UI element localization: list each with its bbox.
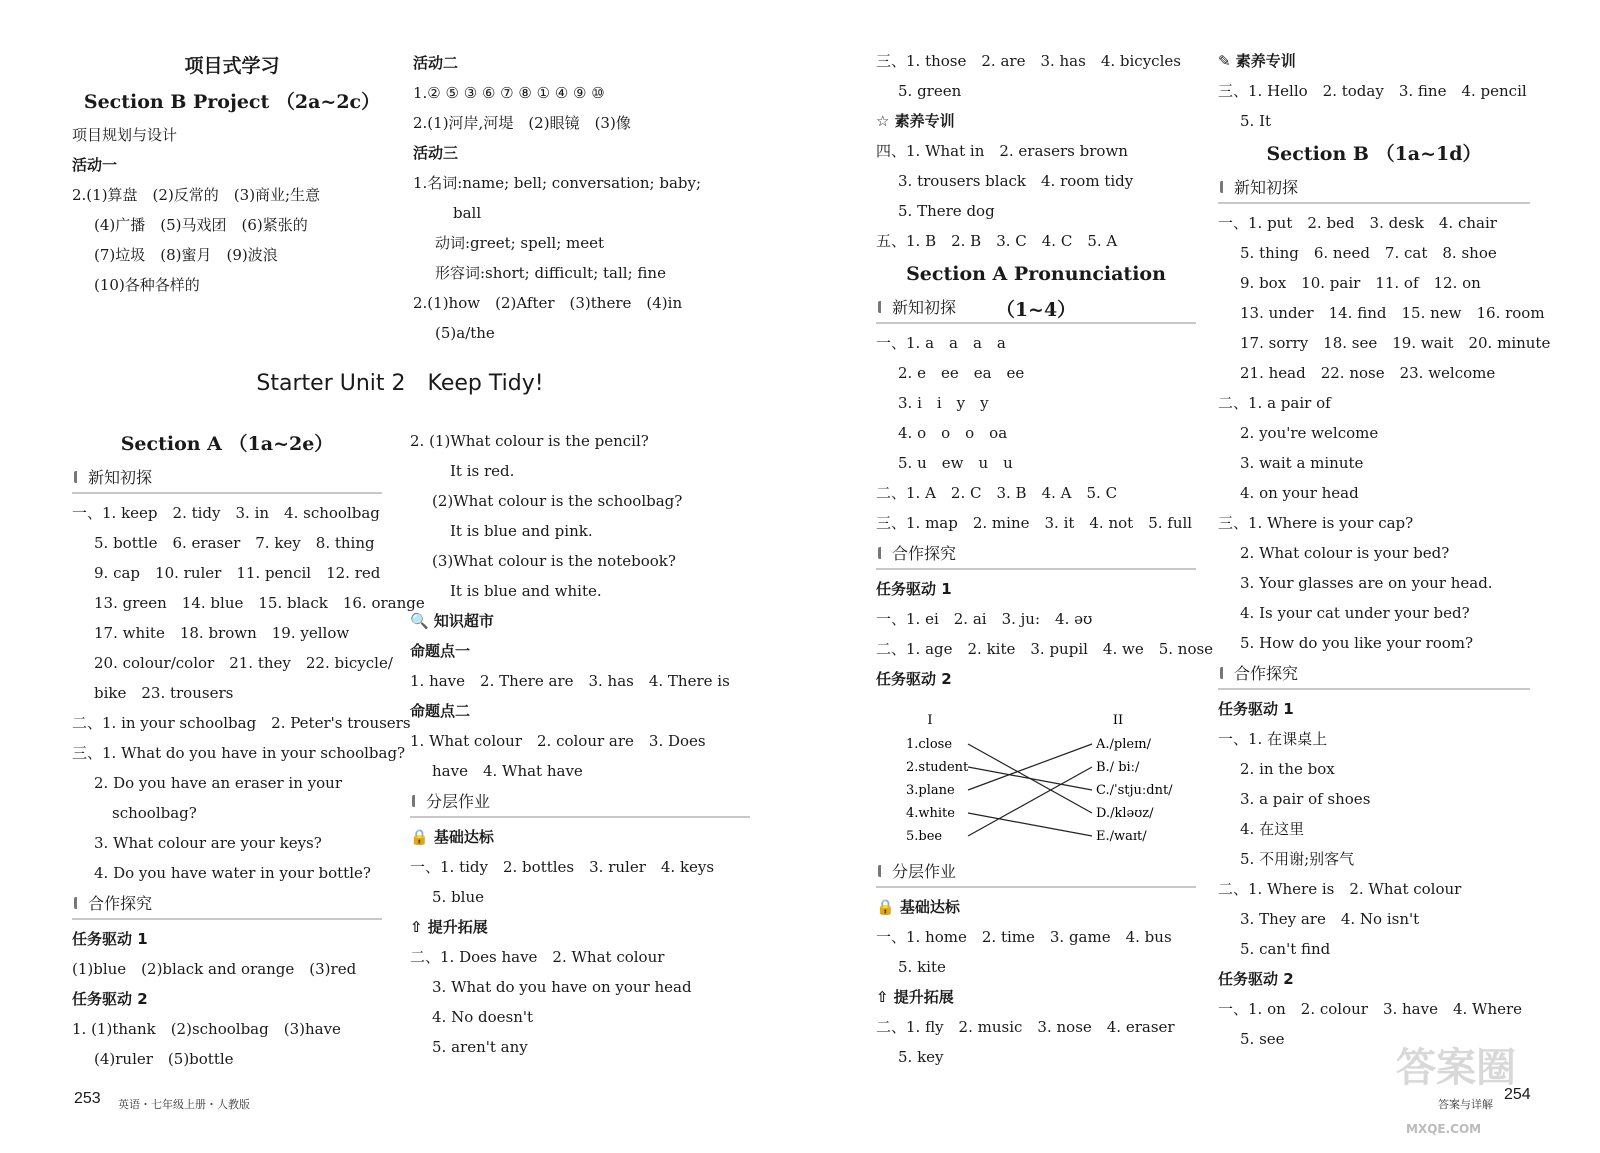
answer-line: 5. aren't any bbox=[432, 1038, 528, 1056]
answer-line: 21. head 22. nose 23. welcome bbox=[1240, 364, 1496, 382]
subsection-heading: 任务驱动 1 bbox=[72, 930, 148, 948]
answer-line: 一、1. ei 2. ai 3. ju: 4. əʊ bbox=[876, 610, 1093, 628]
answer-line: 5. blue bbox=[432, 888, 485, 906]
match-left-item: 2.student bbox=[906, 760, 969, 775]
section-title: Section B （1a~1d） bbox=[1266, 143, 1482, 165]
subsection-heading: ⇧ 提升拓展 bbox=[410, 918, 488, 936]
answer-line: 三、1. map 2. mine 3. it 4. not 5. full bbox=[876, 514, 1193, 532]
answer-line: 二、1. age 2. kite 3. pupil 4. we 5. nose bbox=[876, 640, 1214, 658]
footer-left: 英语・七年级上册・人教版 bbox=[118, 1098, 250, 1111]
answer-line: (1)blue (2)black and orange (3)red bbox=[72, 960, 357, 978]
answer-line: 1. (1)thank (2)schoolbag (3)have bbox=[72, 1020, 341, 1038]
answer-line: 1.② ⑤ ③ ⑥ ⑦ ⑧ ① ④ ⑨ ⑩ bbox=[413, 84, 605, 102]
match-left-item: 5.bee bbox=[906, 829, 943, 844]
section-title: Section A Pronunciation （1~4） bbox=[906, 263, 1166, 321]
answer-line: 一、1. home 2. time 3. game 4. bus bbox=[876, 928, 1172, 946]
answer-line: 4. 在这里 bbox=[1240, 820, 1305, 838]
answer-line: 一、1. keep 2. tidy 3. in 4. schoolbag bbox=[72, 504, 380, 522]
answer-line: (2)What colour is the schoolbag? bbox=[432, 492, 683, 510]
subsection-heading: 活动三 bbox=[413, 144, 459, 162]
answer-line: 5. u ew u u bbox=[898, 454, 1013, 472]
match-col-header-i: I bbox=[927, 713, 933, 728]
match-line bbox=[968, 767, 1092, 790]
match-left-item: 3.plane bbox=[906, 783, 955, 798]
footer-right: 答案与详解 bbox=[1438, 1098, 1493, 1111]
answer-line: 5. There dog bbox=[898, 202, 995, 220]
match-col-header-ii: II bbox=[1112, 713, 1124, 728]
match-right-item: E./waɪt/ bbox=[1096, 829, 1147, 844]
subsection-heading: ✎ 素养专训 bbox=[1218, 52, 1296, 70]
answer-line: 形容词:short; difficult; tall; fine bbox=[435, 264, 666, 282]
answer-line: 5. 不用谢;别客气 bbox=[1240, 850, 1355, 868]
answer-line: 三、1. those 2. are 3. has 4. bicycles bbox=[876, 52, 1181, 70]
answer-line: 二、1. in your schoolbag 2. Peter's trousers bbox=[72, 714, 411, 732]
answer-line: 4. o o o oa bbox=[898, 424, 1008, 442]
subsection-heading: ⇧ 提升拓展 bbox=[876, 988, 954, 1006]
subtitle: 项目规划与设计 bbox=[72, 126, 178, 144]
answer-line: 4. on your head bbox=[1240, 484, 1359, 502]
answer-line: 二、1. Where is 2. What colour bbox=[1218, 880, 1462, 898]
answer-line: 13. under 14. find 15. new 16. room bbox=[1240, 304, 1545, 322]
right-col-2 bbox=[1218, 46, 1551, 1054]
answer-line: It is blue and pink. bbox=[450, 522, 593, 540]
answer-line: 3. a pair of shoes bbox=[1240, 790, 1371, 808]
right-col-1 bbox=[876, 46, 1214, 694]
page-number-right: 254 bbox=[1504, 1086, 1531, 1103]
answer-line: 2. in the box bbox=[1240, 760, 1335, 778]
answer-line: (7)垃圾 (8)蜜月 (9)波浪 bbox=[94, 246, 278, 264]
section-title: Section A （1a~2e） bbox=[120, 433, 334, 455]
answer-line: 9. cap 10. ruler 11. pencil 12. red bbox=[94, 564, 381, 582]
answer-line: 5. key bbox=[898, 1048, 944, 1066]
answer-line: 5. thing 6. need 7. cat 8. shoe bbox=[1240, 244, 1497, 262]
answer-line: 1. What colour 2. colour are 3. Does bbox=[410, 732, 706, 750]
subsection-heading: ☆ 素养专训 bbox=[876, 112, 955, 130]
section-band: 新知初探 bbox=[1218, 174, 1530, 204]
left-col-2 bbox=[413, 48, 753, 348]
answer-line: 5. see bbox=[1240, 1030, 1285, 1048]
subsection-heading: 任务驱动 2 bbox=[72, 990, 148, 1008]
section-band: 分层作业 bbox=[876, 858, 1196, 888]
match-line bbox=[968, 813, 1092, 836]
subsection-heading: 任务驱动 2 bbox=[1218, 970, 1294, 988]
answer-line: 17. white 18. brown 19. yellow bbox=[94, 624, 350, 642]
answer-line: bike 23. trousers bbox=[94, 684, 234, 702]
watermark-logo: 答案圈 bbox=[1396, 1045, 1516, 1091]
subsection-heading: 活动二 bbox=[413, 54, 459, 72]
answer-line: 四、1. What in 2. erasers brown bbox=[876, 142, 1128, 160]
subsection-heading: 🔒 基础达标 bbox=[876, 898, 960, 916]
answer-line: 3. i i y y bbox=[898, 394, 989, 412]
answer-line: schoolbag? bbox=[112, 804, 197, 822]
section-band: 新知初探 bbox=[876, 294, 1196, 324]
right-col-1b bbox=[876, 856, 1196, 1072]
answer-line: 二、1. Does have 2. What colour bbox=[410, 948, 665, 966]
answer-line: 2. Do you have an eraser in your bbox=[94, 774, 342, 792]
answer-line: It is red. bbox=[450, 462, 515, 480]
answer-line: 1. have 2. There are 3. has 4. There is bbox=[410, 672, 730, 690]
answer-line: 5. bottle 6. eraser 7. key 8. thing bbox=[94, 534, 375, 552]
answer-line: 二、1. A 2. C 3. B 4. A 5. C bbox=[876, 484, 1118, 502]
answer-line: 2. (1)What colour is the pencil? bbox=[410, 432, 649, 450]
watermark-url: MXQE.COM bbox=[1406, 1122, 1482, 1136]
answer-line: 3. wait a minute bbox=[1240, 454, 1364, 472]
answer-line: 二、1. a pair of bbox=[1218, 394, 1331, 412]
match-right-item: B./ biː/ bbox=[1096, 760, 1140, 775]
answer-line: 4. Do you have water in your bottle? bbox=[94, 864, 371, 882]
answer-line: 4. Is your cat under your bed? bbox=[1240, 604, 1470, 622]
subsection-heading: 任务驱动 2 bbox=[876, 670, 952, 688]
answer-line: 2.(1)how (2)After (3)there (4)in bbox=[413, 294, 683, 312]
subsection-heading: 🔍 知识超市 bbox=[410, 612, 494, 630]
section-band: 分层作业 bbox=[410, 788, 750, 818]
subsection-heading: 命题点二 bbox=[410, 702, 471, 720]
answer-line: (4)ruler (5)bottle bbox=[94, 1050, 234, 1068]
section-title: 项目式学习 bbox=[184, 55, 280, 77]
answer-line: 3. Your glasses are on your head. bbox=[1240, 574, 1493, 592]
answer-line: have 4. What have bbox=[432, 762, 583, 780]
answer-line: 三、1. What do you have in your schoolbag? bbox=[72, 744, 406, 762]
answer-line: 3. What colour are your keys? bbox=[94, 834, 322, 852]
answer-line: (10)各种各样的 bbox=[94, 276, 200, 294]
answer-line: 三、1. Where is your cap? bbox=[1218, 514, 1414, 532]
section-band: 合作探究 bbox=[1218, 660, 1530, 690]
answer-line: 一、1. a a a a bbox=[876, 334, 1006, 352]
match-right-item: A./pleɪn/ bbox=[1096, 737, 1151, 752]
answer-line: 3. What do you have on your head bbox=[432, 978, 692, 996]
answer-line: 一、1. tidy 2. bottles 3. ruler 4. keys bbox=[410, 858, 715, 876]
left-col-4 bbox=[410, 426, 750, 1062]
answer-line: It is blue and white. bbox=[450, 582, 602, 600]
answer-line: 2. you're welcome bbox=[1240, 424, 1379, 442]
matching-diagram bbox=[900, 710, 1220, 860]
answer-line: 2.(1)河岸,河堤 (2)眼镜 (3)像 bbox=[413, 114, 631, 132]
answer-line: 1.名词:name; bell; conversation; baby; bbox=[413, 174, 702, 192]
match-line bbox=[968, 767, 1092, 836]
answer-line: ball bbox=[453, 204, 482, 222]
answer-line: 5. How do you like your room? bbox=[1240, 634, 1474, 652]
answer-line: 9. box 10. pair 11. of 12. on bbox=[1240, 274, 1481, 292]
section-band: 合作探究 bbox=[876, 540, 1196, 570]
answer-line: 一、1. on 2. colour 3. have 4. Where bbox=[1218, 1000, 1523, 1018]
answer-line: (3)What colour is the notebook? bbox=[432, 552, 676, 570]
answer-line: 5. kite bbox=[898, 958, 946, 976]
answer-line: 五、1. B 2. B 3. C 4. C 5. A bbox=[876, 232, 1118, 250]
answer-line: 3. They are 4. No isn't bbox=[1240, 910, 1420, 928]
match-left-item: 4.white bbox=[906, 806, 955, 821]
match-right-item: C./ˈstjuːdnt/ bbox=[1096, 783, 1173, 798]
unit-title: Starter Unit 2 Keep Tidy! bbox=[256, 371, 544, 396]
subsection-heading: 任务驱动 1 bbox=[1218, 700, 1294, 718]
answer-line: 13. green 14. blue 15. black 16. orange bbox=[94, 594, 425, 612]
subsection-heading: 活动一 bbox=[72, 156, 118, 174]
section-title: Section B Project （2a~2c） bbox=[83, 91, 381, 113]
section-band: 新知初探 bbox=[72, 464, 382, 494]
answer-line: 5. It bbox=[1240, 112, 1272, 130]
section-band: 合作探究 bbox=[72, 890, 382, 920]
subsection-heading: 🔒 基础达标 bbox=[410, 828, 494, 846]
match-left-item: 1.close bbox=[906, 737, 953, 752]
left-col-3 bbox=[72, 426, 425, 1074]
answer-line: 5. green bbox=[898, 82, 962, 100]
left-col-1 bbox=[72, 48, 392, 300]
answer-line: 一、1. 在课桌上 bbox=[1218, 730, 1328, 748]
answer-line: 一、1. put 2. bed 3. desk 4. chair bbox=[1218, 214, 1497, 232]
answer-line: (5)a/the bbox=[435, 324, 495, 342]
answer-line: 动词:greet; spell; meet bbox=[435, 234, 605, 252]
answer-line: 17. sorry 18. see 19. wait 20. minute bbox=[1240, 334, 1551, 352]
answer-line: 3. trousers black 4. room tidy bbox=[898, 172, 1134, 190]
answer-line: 2.(1)算盘 (2)反常的 (3)商业;生意 bbox=[72, 186, 321, 204]
subsection-heading: 命题点一 bbox=[410, 642, 471, 660]
right-page bbox=[800, 0, 1600, 1153]
answer-line: 二、1. fly 2. music 3. nose 4. eraser bbox=[876, 1018, 1175, 1036]
answer-line: 4. No doesn't bbox=[432, 1008, 534, 1026]
answer-line: 2. e ee ea ee bbox=[898, 364, 1025, 382]
answer-line: 三、1. Hello 2. today 3. fine 4. pencil bbox=[1218, 82, 1527, 100]
match-line bbox=[968, 744, 1092, 790]
page-number-left: 253 bbox=[74, 1090, 101, 1107]
match-right-item: D./kləʊz/ bbox=[1096, 806, 1154, 821]
answer-line: 20. colour/color 21. they 22. bicycle/ bbox=[94, 654, 393, 672]
subsection-heading: 任务驱动 1 bbox=[876, 580, 952, 598]
answer-line: 2. What colour is your bed? bbox=[1240, 544, 1450, 562]
answer-line: (4)广播 (5)马戏团 (6)紧张的 bbox=[94, 216, 308, 234]
answer-line: 5. can't find bbox=[1240, 940, 1331, 958]
